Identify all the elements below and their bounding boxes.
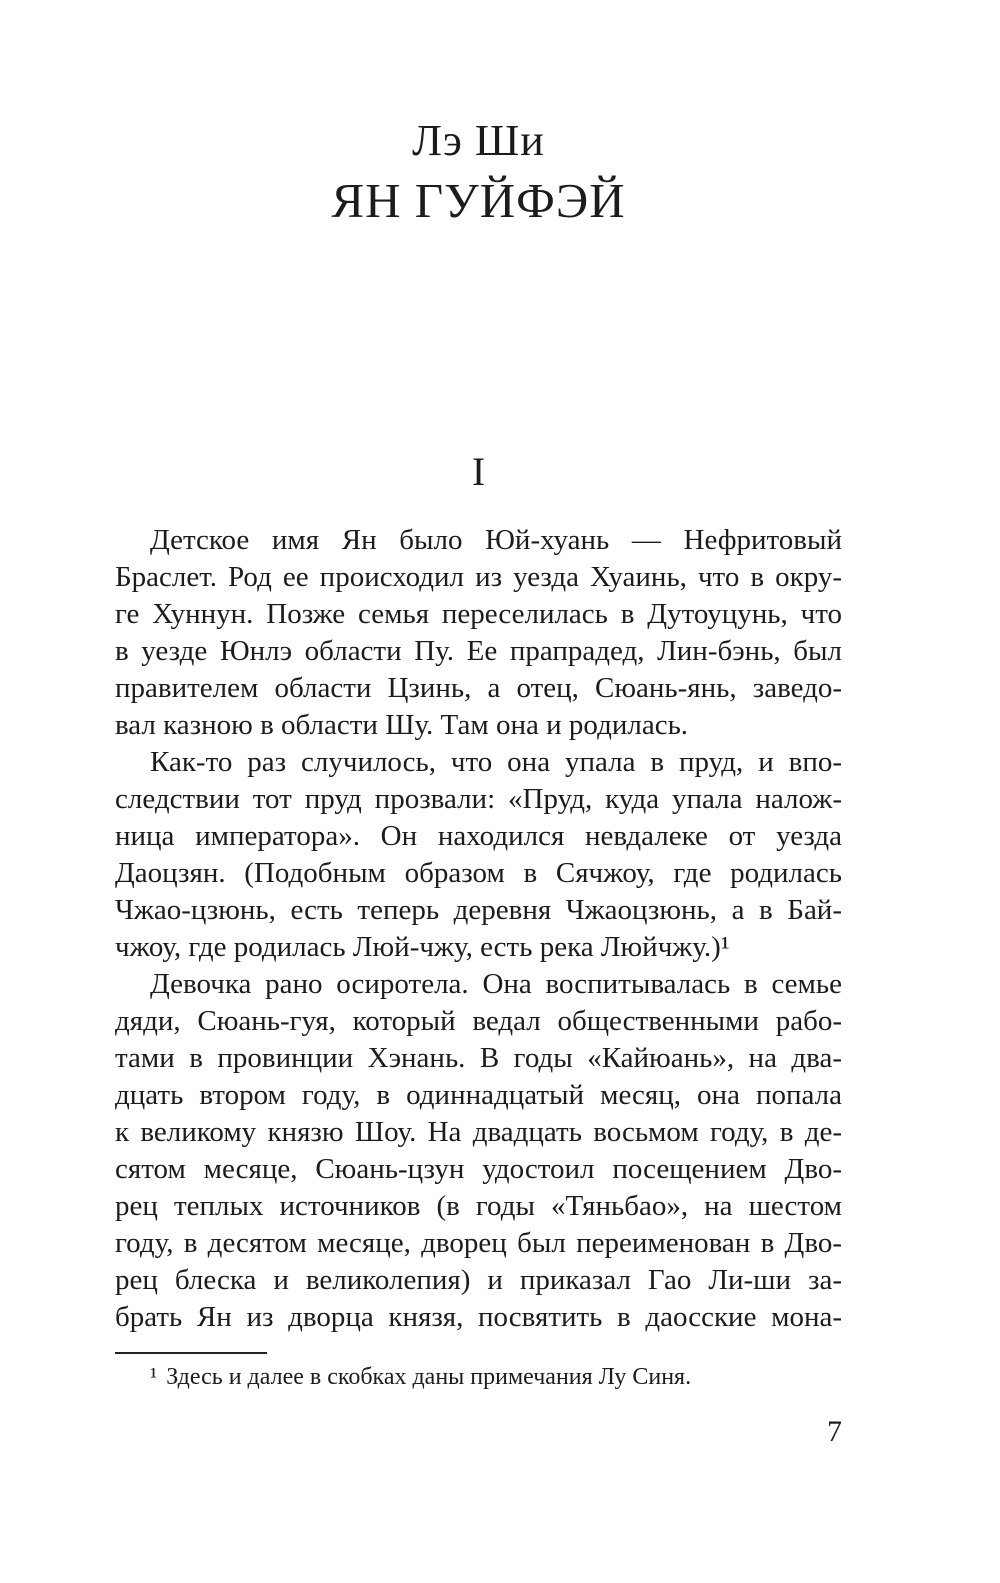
text-line: Даоцзян. (Подобным образом в Сячжоу, где родилась <box>115 857 842 889</box>
text-line: рец блеска и великолепия) и приказал Гао Ли-ши за- <box>115 1264 842 1296</box>
text-line: году, в десятом месяце, дворец был переименован в Дво- <box>115 1227 842 1259</box>
body-text <box>115 522 842 1336</box>
page-number: 7 <box>827 1415 842 1448</box>
text-line: чжоу, где родилась Люй-чжу, есть река Люйчжу.)¹ <box>115 931 730 963</box>
author-name: Лэ Ши <box>412 116 545 165</box>
text-line: Девочка рано осиротела. Она воспитывалась в семье <box>150 968 842 1000</box>
footnote <box>115 1362 842 1392</box>
paragraph <box>115 744 842 966</box>
text-line: Браслет. Род ее происходил из уезда Хуаинь, что в окру- <box>115 561 842 593</box>
text-line: тами в провинции Хэнань. В годы «Кайюань», на два- <box>115 1042 842 1074</box>
text-line: к великому князю Шоу. На двадцать восьмом году, в де- <box>115 1116 842 1148</box>
text-line: дяди, Сюань-гуя, который ведал общественными рабо- <box>115 1005 842 1037</box>
footnote-marker: ¹ <box>150 1364 158 1390</box>
text-line: ге Хуннун. Позже семья переселилась в Дутоуцунь, что <box>115 598 842 630</box>
footnote-text: Здесь и далее в скобках даны примечания Лу Синя. <box>166 1364 692 1390</box>
paragraph <box>115 966 842 1336</box>
paragraph <box>115 522 842 744</box>
text-line: Чжао-цзюнь, есть теперь деревня Чжаоцзюнь, а в Бай- <box>115 894 842 926</box>
text-line: Как-то раз случилось, что она упала в пруд, и впо- <box>150 746 842 778</box>
text-line: сятом месяце, Сюань-цзун удостоил посещением Дво- <box>115 1153 842 1185</box>
text-line: вал казною в области Шу. Там она и родилась. <box>115 709 689 741</box>
footnote-separator <box>115 1352 267 1354</box>
text-line: правителем области Цзинь, а отец, Сюань-янь, заведо- <box>115 672 842 704</box>
text-line: рец теплых источников (в годы «Тяньбао», на шестом <box>115 1190 842 1222</box>
text-line: дцать втором году, в одиннадцатый месяц, она попала <box>115 1079 842 1111</box>
text-line: Детское имя Ян было Юй-хуань — Нефритовый <box>150 524 842 556</box>
text-line: ница императора». Он находился невдалеке от уезда <box>115 820 842 852</box>
book-title: ЯН ГУЙФЭЙ <box>331 173 626 228</box>
text-line: брать Ян из дворца князя, посвятить в даосские мона- <box>115 1301 842 1333</box>
text-line: следствии тот пруд прозвали: «Пруд, куда упала налож- <box>115 783 842 815</box>
section-number: I <box>471 449 486 494</box>
text-line: в уезде Юнлэ области Пу. Ее прапрадед, Лин-бэнь, был <box>115 635 842 667</box>
